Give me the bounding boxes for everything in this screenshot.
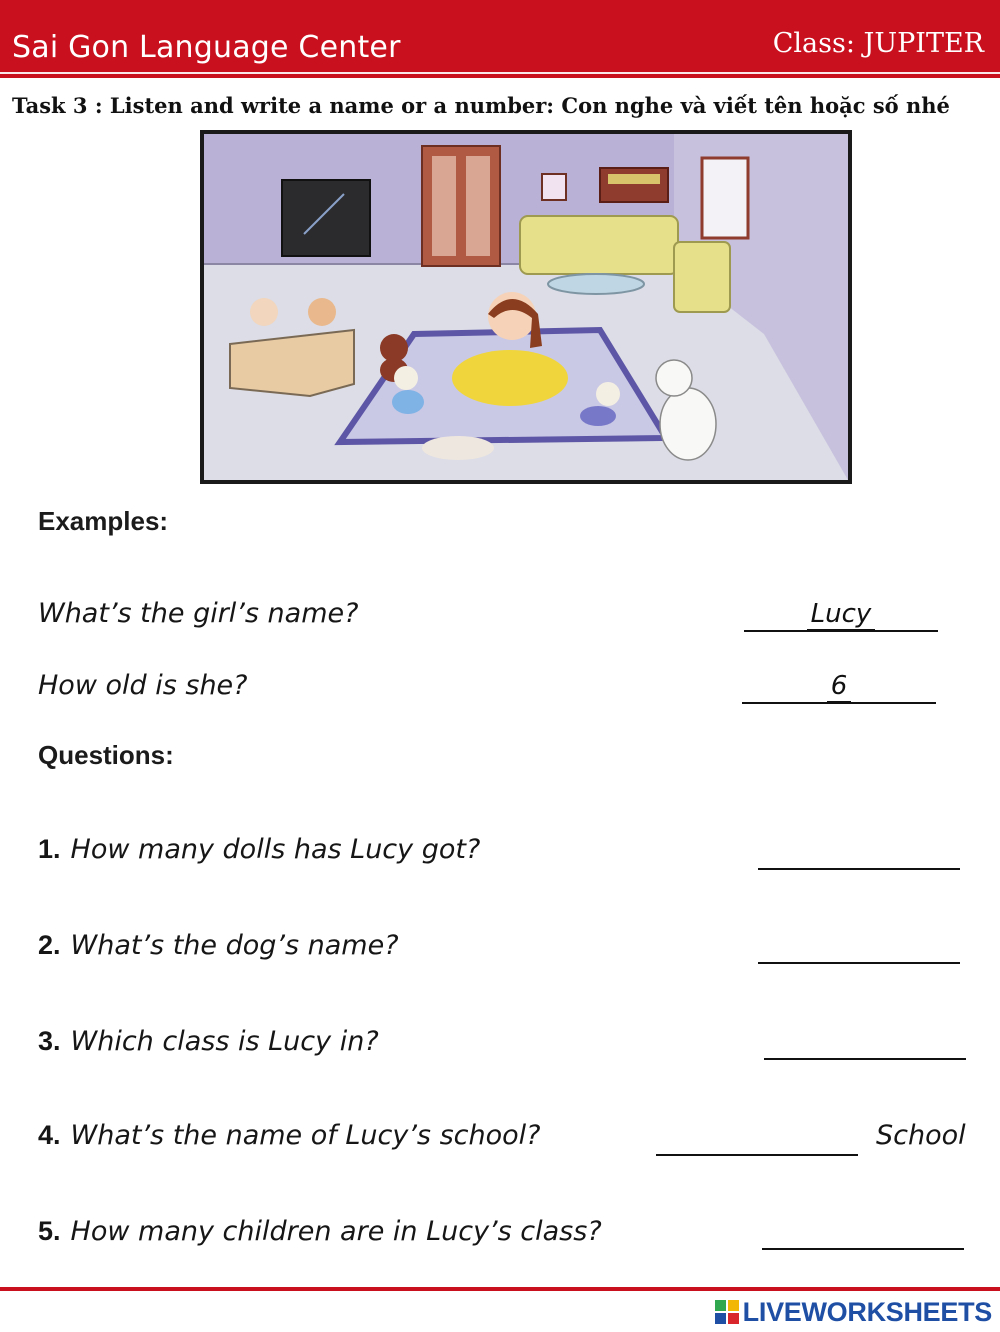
question-4-suffix: School xyxy=(876,1120,966,1151)
answer-input-1[interactable] xyxy=(758,836,960,870)
center-title: Sai Gon Language Center xyxy=(12,30,401,65)
question-5-number: 5. xyxy=(38,1216,61,1246)
example-question-1: What’s the girl’s name? xyxy=(38,598,359,629)
question-1 xyxy=(38,834,480,865)
questions-heading: Questions: xyxy=(38,740,174,770)
question-3-text: Which class is Lucy in? xyxy=(70,1026,379,1057)
question-5 xyxy=(38,1216,602,1247)
question-2 xyxy=(38,930,399,961)
question-2-text: What’s the dog’s name? xyxy=(70,930,399,961)
answer-input-2[interactable] xyxy=(758,930,960,964)
question-5-text: How many children are in Lucy’s class? xyxy=(70,1216,602,1247)
question-4 xyxy=(38,1120,540,1151)
question-3 xyxy=(38,1026,379,1057)
example-answer-1 xyxy=(744,598,938,632)
class-label: Class: JUPITER xyxy=(772,28,984,59)
example-answer-2-value: 6 xyxy=(827,671,852,703)
answer-input-3[interactable] xyxy=(764,1026,966,1060)
question-4-number: 4. xyxy=(38,1120,61,1150)
liveworksheets-wordmark: LIVEWORKSHEETS xyxy=(742,1296,992,1327)
header-bar xyxy=(0,0,1000,78)
question-3-number: 3. xyxy=(38,1026,61,1056)
footer-divider xyxy=(0,1287,1000,1291)
answer-input-4[interactable] xyxy=(656,1122,858,1156)
liveworksheets-logo-icon xyxy=(714,1299,740,1325)
answer-input-5[interactable] xyxy=(762,1216,964,1250)
example-answer-1-value: Lucy xyxy=(807,599,876,631)
room-scene xyxy=(204,134,848,480)
liveworksheets-brand[interactable] xyxy=(714,1296,992,1328)
question-2-number: 2. xyxy=(38,930,61,960)
living-room-illustration xyxy=(200,130,852,484)
question-4-text: What’s the name of Lucy’s school? xyxy=(70,1120,541,1151)
task-instruction: Task 3 : Listen and write a name or a number: Con nghe và viết tên hoặc số nhé xyxy=(12,93,950,118)
header-divider xyxy=(0,72,1000,74)
question-1-number: 1. xyxy=(38,834,61,864)
question-1-text: How many dolls has Lucy got? xyxy=(70,834,481,865)
examples-heading: Examples: xyxy=(38,506,169,536)
example-answer-2 xyxy=(742,670,936,704)
example-question-2: How old is she? xyxy=(38,670,248,701)
